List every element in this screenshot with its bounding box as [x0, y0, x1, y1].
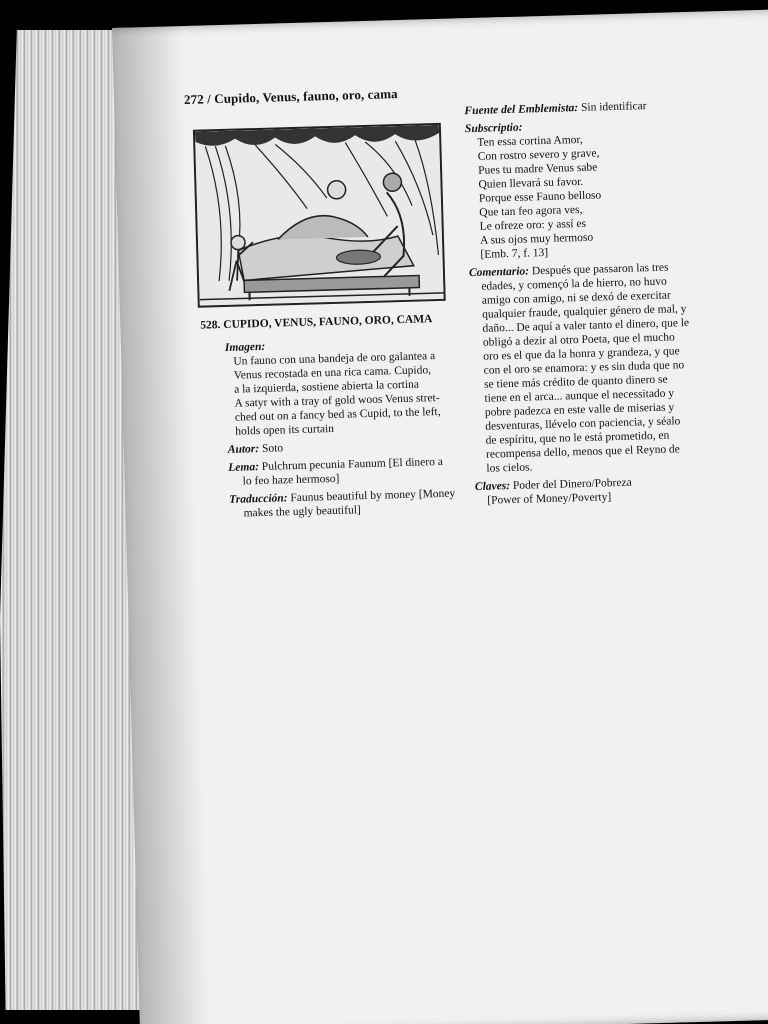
- comentario-section: [469, 259, 723, 476]
- lema-line: Pulchrum pecunia Faunum [El dinero a: [261, 455, 444, 473]
- verse-line: Con rostro severo y grave,: [477, 147, 600, 163]
- verse-citation: [Emb. 7, f. 13]: [480, 246, 549, 261]
- comentario-line: amigo con amigo, ni se dexó de exercitar: [481, 289, 671, 307]
- imagen-line: a la izquierda, sostiene abierta la cortina: [233, 378, 420, 396]
- verse-line: Quien llevará su favor.: [478, 175, 584, 191]
- subscriptio-section: [465, 115, 717, 262]
- imagen-line: Venus recostada en una rica cama. Cupido,: [233, 364, 432, 382]
- comentario-line: de espíritu, que no le está prometido, en: [485, 429, 670, 447]
- claves-section: [475, 473, 724, 508]
- woodcut-illustration: [193, 123, 446, 308]
- entry-details-left: [211, 334, 466, 525]
- imagen-label: Imagen:: [224, 340, 266, 354]
- comentario-line: oro es el que da la honra y grandeza, y que: [483, 345, 680, 363]
- claves-label: Claves:: [474, 480, 511, 494]
- comentario-line: edades, y començó la de hierro, no huvo: [481, 275, 668, 293]
- comentario-label: Comentario:: [468, 265, 530, 280]
- verse-line: Que tan feo agora ves,: [479, 203, 583, 219]
- verse-line: A sus ojos muy hermoso: [479, 231, 594, 247]
- running-head: 272 / Cupido, Venus, fauno, oro, cama: [183, 86, 398, 108]
- verse-line: Porque esse Fauno belloso: [478, 189, 602, 205]
- verse-line: Le ofreze oro: y assí es: [479, 217, 587, 233]
- lema-label: Lema:: [228, 461, 260, 474]
- comentario-line: pobre padezca en este valle de miserias y: [484, 401, 675, 419]
- claves-value: Poder del Dinero/Pobreza: [512, 476, 632, 492]
- subscriptio-verse: [465, 129, 716, 262]
- woodcut-drawing: [195, 125, 444, 306]
- verse-line: Pues tu madre Venus sabe: [477, 161, 598, 177]
- claves-translation: [Power of Money/Poverty]: [487, 491, 612, 507]
- comentario-line: desventuras, llévelo con paciencia, y séalo: [485, 415, 681, 433]
- comentario-line: tiene en el arca... aunque el necessitado y: [484, 387, 675, 405]
- lema-section: [214, 454, 465, 489]
- book-page: [112, 9, 768, 1024]
- imagen-line: Un fauno con una bandeja de oro galantea a: [233, 350, 436, 368]
- imagen-line: holds open its curtain: [235, 422, 335, 438]
- comentario-line: qualquier fraude, qualquier género de mal, y: [481, 303, 687, 321]
- entry-title: 528. CUPIDO, VENUS, FAUNO, ORO, CAMA: [200, 313, 433, 332]
- comentario-body: [469, 273, 722, 476]
- comentario-line: obligó a dezir al otro Poeta, que el mucho: [482, 331, 675, 349]
- imagen-text: [211, 348, 463, 439]
- comentario-line: recompensa dello, menos que el Reyno de: [485, 443, 680, 461]
- fuente-value: Sin identificar: [580, 100, 647, 114]
- comentario-line: se tiene más crédito de quanto dinero se: [483, 373, 668, 391]
- traduccion-line: makes the ugly beautiful]: [243, 504, 361, 520]
- lema-line: lo feo haze hermoso]: [242, 472, 340, 488]
- imagen-section: [211, 334, 464, 439]
- comentario-line: los cielos.: [486, 461, 533, 475]
- verse-line: Ten essa cortina Amor,: [477, 133, 583, 149]
- comentario-line: con el oro se enamora: y es sin duda que no: [483, 359, 685, 377]
- imagen-line: A satyr with a tray of gold woos Venus stret-: [234, 391, 440, 410]
- fuente-label: Fuente del Emblemista:: [464, 102, 579, 118]
- traduccion-line: Faunus beautiful by money [Money: [290, 487, 456, 505]
- imagen-line: ched out on a fancy bed as Cupid, to the left,: [234, 405, 441, 424]
- autor-label: Autor:: [227, 443, 260, 456]
- autor-section: [214, 436, 464, 457]
- comentario-line: daño... De aquí a valer tanto el dinero, que le: [482, 317, 690, 335]
- traduccion-label: Traducción:: [229, 492, 288, 506]
- comentario-line: Después que passaron las tres: [531, 261, 669, 278]
- traduccion-section: [215, 486, 466, 521]
- subscriptio-label: Subscriptio:: [464, 121, 523, 136]
- fuente-section: [464, 97, 712, 118]
- autor-value: Soto: [261, 442, 284, 455]
- entry-details-right: [464, 97, 723, 512]
